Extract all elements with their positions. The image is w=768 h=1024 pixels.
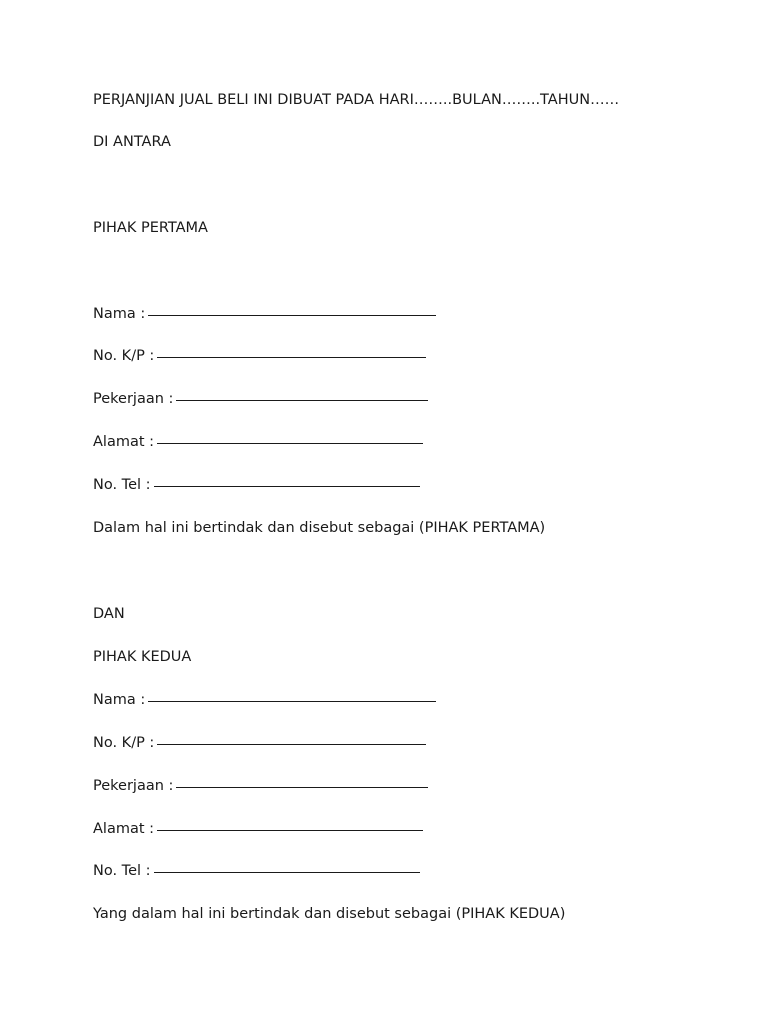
party1-statement: Dalam hal ini bertindak dan disebut sebagai (PIHAK PERTAMA): [93, 520, 546, 536]
party2-id-label: No. K/P :: [93, 735, 155, 751]
agreement-header: PERJANJIAN JUAL BELI INI DIBUAT PADA HARI……..BULAN……..TAHUN……: [93, 92, 620, 108]
party2-phone-label: No. Tel :: [93, 863, 151, 879]
party2-name-field[interactable]: [93, 690, 436, 710]
party1-address-label: Alamat :: [93, 434, 155, 450]
party2-id-field[interactable]: [93, 733, 426, 753]
party1-heading: PIHAK PERTAMA: [93, 220, 208, 236]
party2-job-field[interactable]: [93, 776, 428, 796]
party2-name-blank-line[interactable]: [148, 701, 436, 702]
and-label: DAN: [93, 606, 125, 622]
party2-job-blank-line[interactable]: [176, 787, 428, 788]
party1-name-label: Nama :: [93, 306, 146, 322]
party1-phone-field[interactable]: [93, 475, 420, 495]
party2-job-label: Pekerjaan :: [93, 778, 174, 794]
party1-address-blank-line[interactable]: [157, 443, 423, 444]
party2-name-label: Nama :: [93, 692, 146, 708]
party2-address-blank-line[interactable]: [157, 830, 423, 831]
party2-statement: Yang dalam hal ini bertindak dan disebut sebagai (PIHAK KEDUA): [93, 906, 566, 922]
between-label: DI ANTARA: [93, 134, 171, 150]
party2-id-blank-line[interactable]: [157, 744, 426, 745]
party1-name-field[interactable]: [93, 304, 436, 324]
party1-name-blank-line[interactable]: [148, 315, 436, 316]
party2-phone-blank-line[interactable]: [154, 872, 420, 873]
party1-job-field[interactable]: [93, 389, 428, 409]
party1-address-field[interactable]: [93, 432, 423, 452]
party2-address-field[interactable]: [93, 819, 423, 839]
party1-id-label: No. K/P :: [93, 348, 155, 364]
party1-phone-label: No. Tel :: [93, 477, 151, 493]
party1-id-blank-line[interactable]: [157, 357, 426, 358]
party1-job-label: Pekerjaan :: [93, 391, 174, 407]
party2-heading: PIHAK KEDUA: [93, 649, 192, 665]
party2-address-label: Alamat :: [93, 821, 155, 837]
party1-id-field[interactable]: [93, 346, 426, 366]
party2-phone-field[interactable]: [93, 861, 420, 881]
party1-phone-blank-line[interactable]: [154, 486, 420, 487]
party1-job-blank-line[interactable]: [176, 400, 428, 401]
